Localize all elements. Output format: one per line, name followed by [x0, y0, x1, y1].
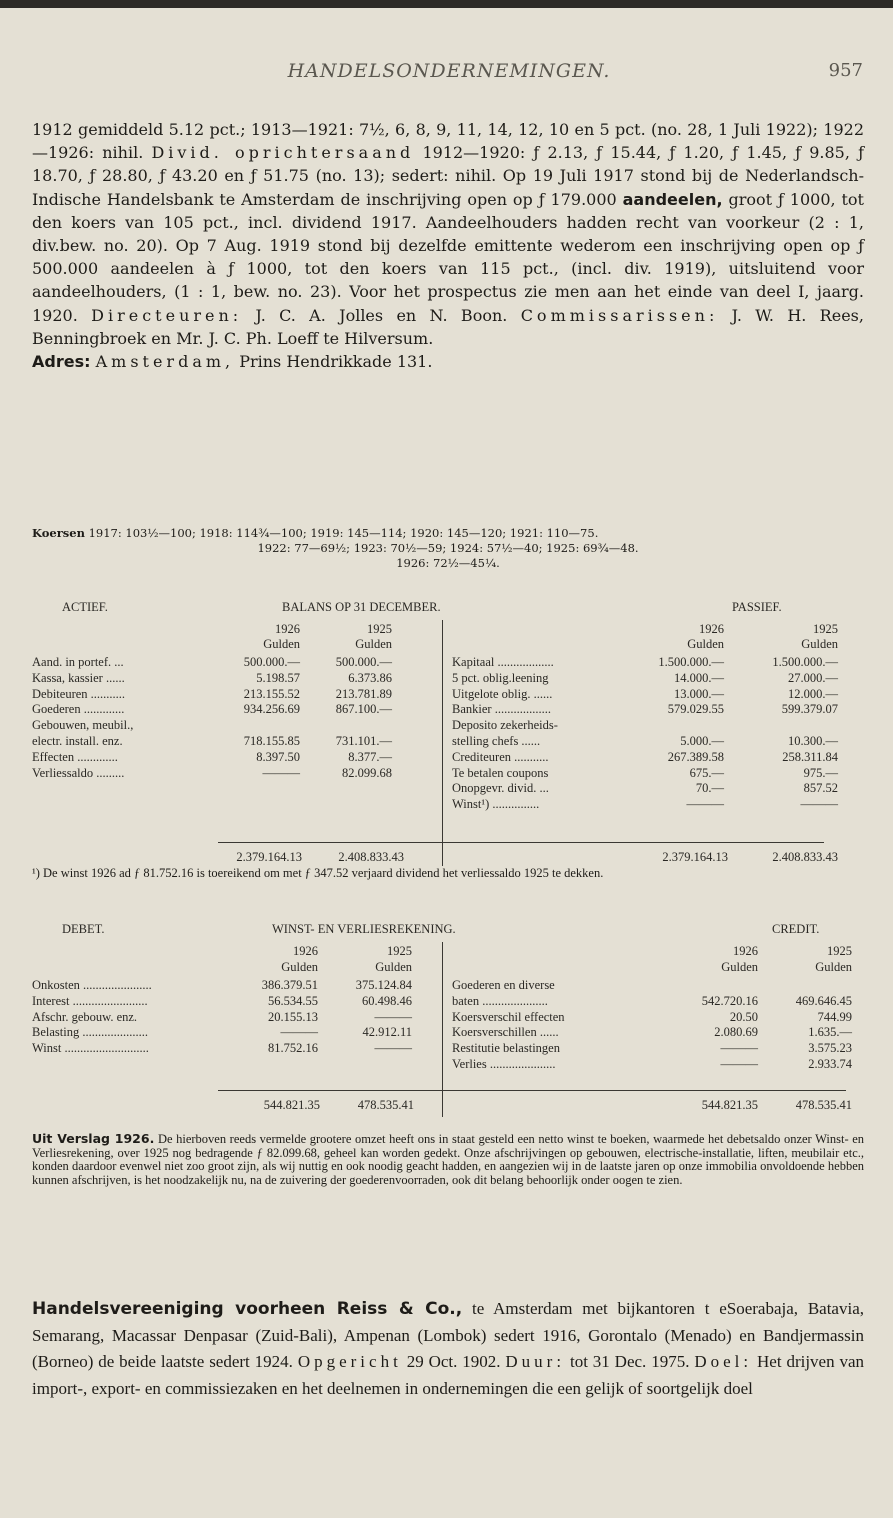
winst-unit: Gulden: [815, 960, 852, 974]
row-value: 6.373.86: [348, 670, 392, 685]
winst-total-1925: 478.535.41: [357, 1098, 414, 1112]
row-value: ———: [374, 1041, 412, 1056]
row-value: 579.029.55: [667, 702, 724, 717]
row-value: 375.124.84: [355, 978, 412, 992]
row-value: ———: [720, 1057, 758, 1071]
scan-edge: [0, 0, 893, 8]
row-label: Verlies .....................: [452, 1057, 556, 1071]
row-value: 3.575.23: [808, 1041, 852, 1056]
table-row: [32, 797, 864, 811]
duur-label: Duur:: [505, 1352, 566, 1371]
winst-table: [32, 922, 864, 1122]
row-value: 213.781.89: [335, 686, 392, 701]
row-label: Afschr. gebouw. enz.: [32, 1009, 138, 1024]
row-label: Te betalen coupons: [452, 765, 549, 780]
row-value: 82.099.68: [342, 765, 392, 780]
directeuren-names: J. C. A. Jolles en N. Boon.: [255, 305, 508, 325]
row-label: Crediteuren ...........: [452, 749, 549, 764]
adres-label: Adres:: [32, 352, 91, 372]
row-value: 718.155.85: [243, 734, 300, 748]
row-label: Gebouwen, meubil.,: [32, 718, 134, 733]
row-value: 213.155.52: [243, 686, 300, 701]
balans-table: [32, 600, 864, 880]
winst-total-1926: 544.821.35: [263, 1098, 320, 1112]
dividend-text: 1912—1920: ƒ 2.13, ƒ 15.44, ƒ 1.20, ƒ 1.45, ƒ 9.85, ƒ 18.70, ƒ 28.80, ƒ 43.20 en ƒ 51.75 (no. 13); sedert: nihil. Op 19 Juli 1917 stond bij de Nederlandsch-Indische Handelsbank te Amsterdam de inschrijving open op ƒ 179.000: [32, 143, 864, 209]
row-label: Restitutie belastingen: [452, 1041, 560, 1056]
row-label: Goederen en diverse: [452, 978, 555, 992]
table-row: [32, 994, 864, 1008]
table-row: [32, 750, 864, 764]
balans-total-1926: 2.379.164.13: [236, 850, 302, 864]
koersen-line-1: 1917: 103½—100; 1918: 114¾—100; 1919: 145—114; 1920: 145—120; 1921: 110—75.: [88, 526, 599, 540]
row-value: ———: [280, 1025, 318, 1040]
debet-label: DEBET.: [62, 922, 105, 936]
row-value: 500.000.—: [335, 655, 392, 669]
row-value: 2.080.69: [714, 1025, 758, 1040]
doel-text: Het drijven van import-, export- en commissiezaken en het deelnemen in ondernemingen die een gelijk of soortgelijk doel: [32, 1352, 865, 1398]
winst-unit: Gulden: [281, 960, 318, 974]
row-value: 10.300.—: [788, 734, 838, 748]
row-label: Debiteuren ...........: [32, 686, 126, 701]
running-title: HANDELSONDERNEMINGEN.: [287, 60, 611, 82]
commissarissen-names: J. W. H. Rees, Benningbroek en Mr. J. C. Ph. Loeff te Hilversum.: [32, 305, 864, 348]
row-value: ———: [686, 797, 724, 812]
row-value: 675.—: [689, 765, 724, 780]
row-label: Bankier ..................: [452, 702, 551, 717]
winst-year-1926-right: 1926: [733, 944, 758, 958]
row-label: Winst¹) ...............: [452, 797, 540, 812]
table-row: [32, 766, 864, 780]
row-label: stelling chefs ......: [452, 734, 541, 748]
row-value: 70.—: [695, 781, 724, 796]
total-rule: [218, 1090, 846, 1091]
row-label: Belasting .....................: [32, 1025, 148, 1040]
opgericht-label: Opgericht: [297, 1352, 402, 1371]
balans-year-1925: 1925: [367, 622, 392, 636]
total-rule: [218, 842, 824, 843]
table-row: [32, 1041, 864, 1055]
commissarissen-label: Commissarissen:: [520, 305, 719, 325]
row-label: Interest ........................: [32, 993, 148, 1008]
table-row: [32, 718, 864, 732]
row-value: 258.311.84: [782, 749, 838, 764]
row-label: Verliessaldo .........: [32, 765, 125, 780]
row-label: Kapitaal ..................: [452, 655, 554, 669]
adres-street: Prins Hendrikkade 131.: [239, 352, 433, 372]
row-value: 20.50: [729, 1009, 758, 1024]
row-label: Effecten .............: [32, 749, 118, 764]
koersen-block: [32, 526, 864, 571]
row-label: Onopgevr. divid. ...: [452, 781, 549, 796]
row-value: 81.752.16: [268, 1041, 318, 1056]
winst-year-1925-right: 1925: [827, 944, 852, 958]
row-value: 42.912.11: [362, 1025, 412, 1040]
winst-total-1925-right: 478.535.41: [795, 1098, 852, 1112]
row-value: ———: [374, 1009, 412, 1024]
winst-title: WINST- EN VERLIESREKENING.: [272, 922, 456, 936]
credit-label: CREDIT.: [772, 922, 820, 936]
row-value: 857.52: [803, 781, 838, 796]
koersen-label: Koersen: [32, 526, 85, 540]
balans-year-1926: 1926: [275, 622, 300, 636]
row-value: 2.933.74: [808, 1057, 852, 1071]
row-label: Deposito zekerheids-: [452, 718, 558, 733]
duur-date: tot 31 Dec. 1975.: [569, 1352, 690, 1371]
koersen-line-3: 1926: 72½—45¼.: [396, 556, 500, 570]
table-row: [32, 1010, 864, 1024]
row-value: 1.635.—: [808, 1025, 852, 1040]
row-value: 8.377.—: [348, 749, 392, 764]
verslag-paragraph: [32, 1132, 864, 1188]
balans-total-1926-right: 2.379.164.13: [662, 850, 728, 864]
row-value: 934.256.69: [243, 702, 300, 717]
table-row: [32, 655, 864, 669]
row-value: 14.000.—: [674, 670, 724, 685]
balans-title: BALANS OP 31 DECEMBER.: [282, 600, 441, 614]
balans-year-1926-right: 1926: [699, 622, 724, 636]
row-value: ———: [800, 797, 838, 812]
table-row: [32, 671, 864, 685]
row-value: 867.100.—: [335, 702, 392, 717]
running-header: [35, 60, 863, 90]
row-value: 267.389.58: [667, 749, 724, 764]
directeuren-label: Directeuren:: [91, 305, 243, 325]
table-row: [32, 1025, 864, 1039]
balans-unit: Gulden: [263, 637, 300, 651]
dividend-paragraph: [32, 118, 864, 373]
company-name: Handelsvereeniging voorheen Reiss & Co.,: [32, 1299, 463, 1319]
row-label: electr. install. enz.: [32, 734, 123, 748]
row-value: 731.101.—: [335, 734, 392, 748]
table-row: [32, 781, 864, 795]
row-value: 60.498.46: [362, 993, 412, 1008]
row-label: Koersverschillen ......: [452, 1025, 559, 1040]
row-value: 12.000.—: [788, 686, 838, 701]
issue-text: groot ƒ 1000, tot den koers van 105 pct., incl. dividend 1917. Aandeelhouders hadden recht van voorkeur (2 : 1, div.bew. no. 20). Op 7 Aug. 1919 stond bij dezelfde emittente wederom een inschrijving open op ƒ 500.000 aandeelen à ƒ 1000, tot den koers van 115 pct., (incl. div. 1919), uitsluitend voor aandeelhouders, (1 : 1, bew. no. 23). Voor het prospectus zie men aan het einde van deel I, jaarg. 1920.: [32, 189, 864, 325]
verslag-text: De hierboven reeds vermelde grootere omzet heeft ons in staat gesteld een netto winst te boeken, waarmede het debetsaldo onzer Winst- en Verliesrekening, over 1925 nog bedragende ƒ 82.099.68, geheel kan worden gedekt. Onze afschrijvingen op gebouwen, electrische-installatie, liften, meubilair etc., konden daardoor evenwel niet zoo groot zijn, als wij nuttig en ook noodig geacht hadden, en aangezien wij in de laatste jaren op onze immobilia onvoldoende hebben kunnen afschrijven, is het noodzakelijk nu, na de zuivering der goederenvoorraden, ook dit belang behoorlijk onder oogen te zien.: [32, 1132, 864, 1188]
balans-total-1925: 2.408.833.43: [338, 850, 404, 864]
row-value: ———: [262, 765, 300, 780]
row-value: ———: [720, 1041, 758, 1056]
row-label: Aand. in portef. ...: [32, 655, 124, 669]
winst-year-1926: 1926: [293, 944, 318, 958]
dividend-history: 1912 gemiddeld 5.12 pct.; 1913—1921: 7½, 6, 8, 9, 11, 14, 12, 10 en 5 pct. (no. 28, 1 Juli 1922); 1922—1926: nihil.: [32, 120, 864, 163]
row-label: Goederen .............: [32, 702, 125, 717]
row-label: Winst ...........................: [32, 1041, 149, 1056]
table-row: [32, 702, 864, 716]
column-divider: [442, 620, 443, 866]
divid-label: Divid. oprichtersaand: [151, 143, 415, 163]
balans-total-1925-right: 2.408.833.43: [772, 850, 838, 864]
opgericht-date: 29 Oct. 1902.: [406, 1352, 501, 1371]
row-value: 386.379.51: [261, 978, 318, 992]
actief-label: ACTIEF.: [62, 600, 108, 614]
balans-unit: Gulden: [801, 637, 838, 651]
row-label: Uitgelote oblig. ......: [452, 686, 553, 701]
row-value: 500.000.—: [243, 655, 300, 669]
koersen-line-2: 1922: 77—69½; 1923: 70½—59; 1924: 57½—40; 1925: 69¾—48.: [257, 541, 639, 555]
row-value: 1.500.000.—: [658, 655, 724, 669]
aandeelen-label: aandeelen,: [622, 189, 723, 209]
winst-unit: Gulden: [375, 960, 412, 974]
table-row: [32, 734, 864, 748]
row-value: 56.534.55: [268, 993, 318, 1008]
table-row: [32, 687, 864, 701]
row-value: 469.646.45: [795, 993, 852, 1008]
row-value: 975.—: [803, 765, 838, 780]
balans-unit: Gulden: [355, 637, 392, 651]
row-value: 8.397.50: [256, 749, 300, 764]
page-number: 957: [828, 60, 863, 81]
row-value: 744.99: [817, 1009, 852, 1024]
branches-text: te Amsterdam met bijkantoren t eSoerabaja, Batavia, Semarang, Macassar Denpasar (Zuid-Bali), Ampenan (Lombok) sedert 1916, Gorontalo (Menado) en Bandjermassin (Borneo) de beide laatste sedert 1924.: [32, 1299, 864, 1371]
row-value: 20.155.13: [268, 1009, 318, 1024]
passief-label: PASSIEF.: [732, 600, 782, 614]
row-label: 5 pct. oblig.leening: [452, 670, 549, 685]
balans-unit: Gulden: [687, 637, 724, 651]
balans-footnote: ¹) De winst 1926 ad ƒ 81.752.16 is toereikend om met ƒ 347.52 verjaard dividend het verliessaldo 1925 te dekken.: [32, 866, 604, 880]
row-label: Kassa, kassier ......: [32, 670, 125, 685]
table-row: [32, 1057, 864, 1071]
row-value: 13.000.—: [674, 686, 724, 701]
adres-city: Amsterdam,: [95, 352, 235, 372]
winst-year-1925: 1925: [387, 944, 412, 958]
row-value: 27.000.—: [788, 670, 838, 685]
doel-label: Doel:: [694, 1352, 753, 1371]
row-value: 599.379.07: [781, 702, 838, 717]
verslag-label: Uit Verslag 1926.: [32, 1131, 155, 1146]
row-value: 5.000.—: [680, 734, 724, 748]
row-value: 5.198.57: [256, 670, 300, 685]
row-value: 542.720.16: [701, 993, 758, 1008]
row-label: baten .....................: [452, 993, 548, 1008]
winst-total-1926-right: 544.821.35: [701, 1098, 758, 1112]
row-value: 1.500.000.—: [772, 655, 838, 669]
table-row: [32, 978, 864, 992]
balans-year-1925-right: 1925: [813, 622, 838, 636]
next-entry: [32, 1296, 864, 1402]
winst-unit: Gulden: [721, 960, 758, 974]
row-label: Koersverschil effecten: [452, 1009, 565, 1024]
row-label: Onkosten ......................: [32, 978, 152, 992]
